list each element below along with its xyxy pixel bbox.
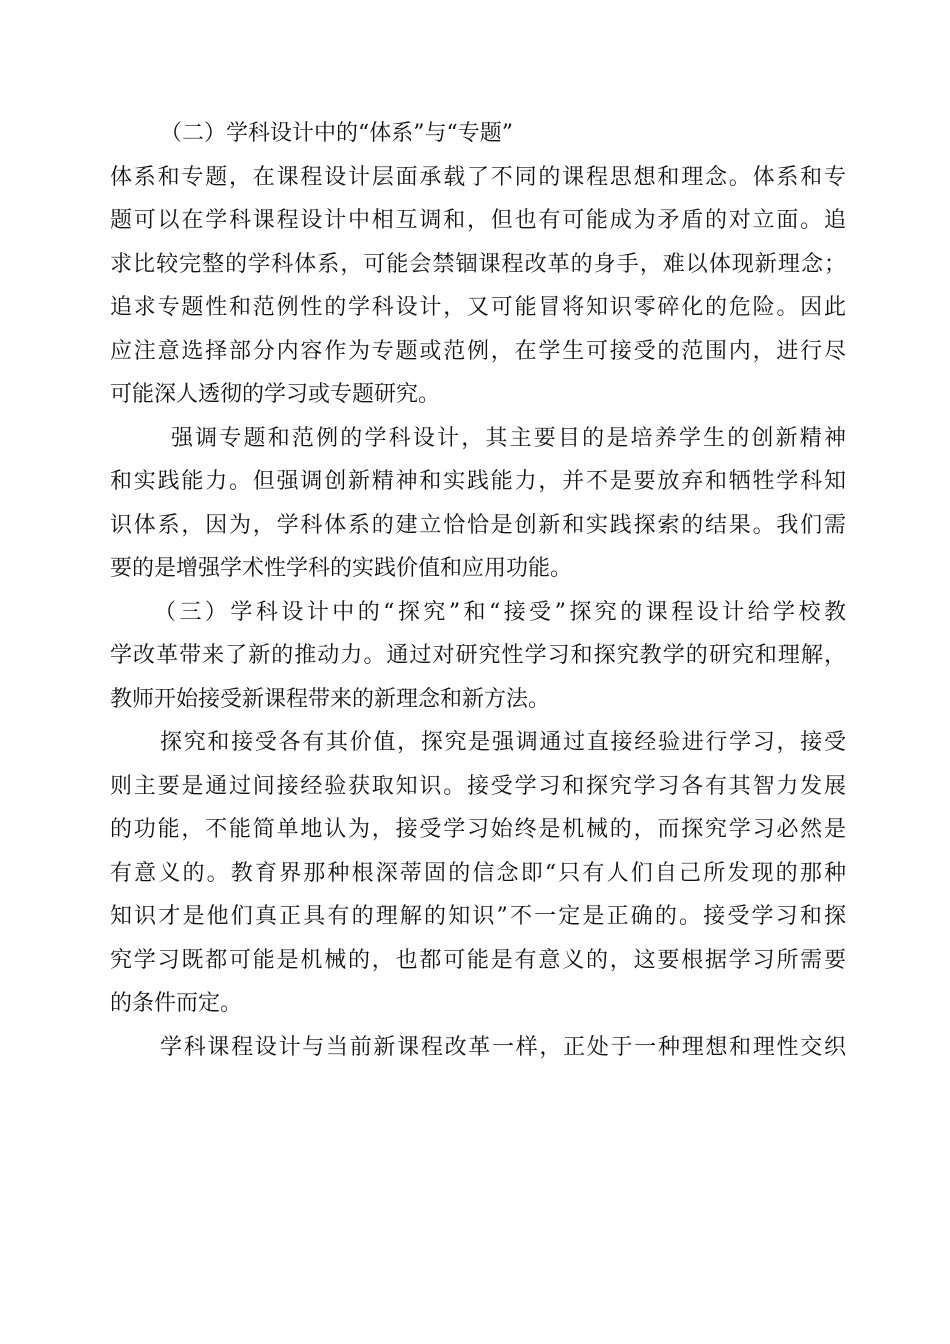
paragraph-line: 应注意选择部分内容作为专题或范例，在学生可接受的范围内，进行尽 bbox=[110, 338, 846, 364]
paragraph-line: 和实践能力。但强调创新精神和实践能力，并不是要放弃和牺牲学科知 bbox=[110, 469, 846, 494]
paragraph-line: 学科课程设计与当前新课程改革一样，正处于一种理想和理性交织 bbox=[160, 1034, 846, 1060]
paragraph-line: 的条件而定。 bbox=[110, 991, 243, 1016]
paragraph-4 bbox=[110, 721, 846, 1026]
paragraph-line: 可能深人透彻的学习或专题研究。 bbox=[110, 382, 441, 407]
paragraph-1 bbox=[110, 156, 846, 417]
paragraph-line: 教师开始接受新课程带来的新理念和新方法。 bbox=[110, 686, 551, 712]
paragraph-3 bbox=[110, 591, 846, 722]
paragraph-line: 要的是增强学术性学科的实践价值和应用功能。 bbox=[110, 556, 573, 581]
paragraph-line: 学改革带来了新的推动力。通过对研究性学习和探究教学的研究和理解， bbox=[110, 643, 846, 668]
paragraph-line: 知识才是他们真正具有的理解的知识”不一定是正确的。接受学习和探 bbox=[110, 904, 846, 929]
paragraph-line: 强调专题和范例的学科设计，其主要目的是培养学生的创新精神 bbox=[171, 425, 846, 451]
document-page bbox=[110, 112, 846, 1069]
section-heading-3-line: （三）学科设计中的“探究”和“接受”探究的课程设计给学校教 bbox=[154, 599, 846, 625]
paragraph-line: 究学习既都可能是机械的，也都可能是有意义的，这要根据学习所需要 bbox=[110, 947, 846, 973]
paragraph-2 bbox=[110, 417, 846, 591]
paragraph-line: 的功能，不能简单地认为，接受学习始终是机械的，而探究学习必然是 bbox=[110, 817, 846, 842]
paragraph-line: 体系和专题，在课程设计层面承载了不同的课程思想和理念。体系和专 bbox=[110, 164, 846, 190]
paragraph-5 bbox=[110, 1026, 846, 1070]
paragraph-line: 题可以在学科课程设计中相互调和，但也有可能成为矛盾的对立面。追 bbox=[110, 208, 846, 233]
paragraph-line: 探究和接受各有其价值，探究是强调通过直接经验进行学习，接受 bbox=[160, 730, 846, 755]
paragraph-line: 求比较完整的学科体系，可能会禁锢课程改革的身手，难以体现新理念； bbox=[110, 251, 846, 277]
paragraph-line: 识体系，因为，学科体系的建立恰恰是创新和实践探索的结果。我们需 bbox=[110, 512, 846, 538]
paragraph-line: 则主要是通过间接经验获取知识。接受学习和探究学习各有其智力发展 bbox=[110, 773, 846, 799]
paragraph-line: 追求专题性和范例性的学科设计，又可能冒将知识零碎化的危险。因此 bbox=[110, 295, 846, 320]
section-heading-2: （二）学科设计中的“体系”与“专题” bbox=[160, 121, 513, 146]
paragraph-line: 有意义的。教育界那种根深蒂固的信念即“只有人们自己所发现的那种 bbox=[110, 860, 846, 886]
